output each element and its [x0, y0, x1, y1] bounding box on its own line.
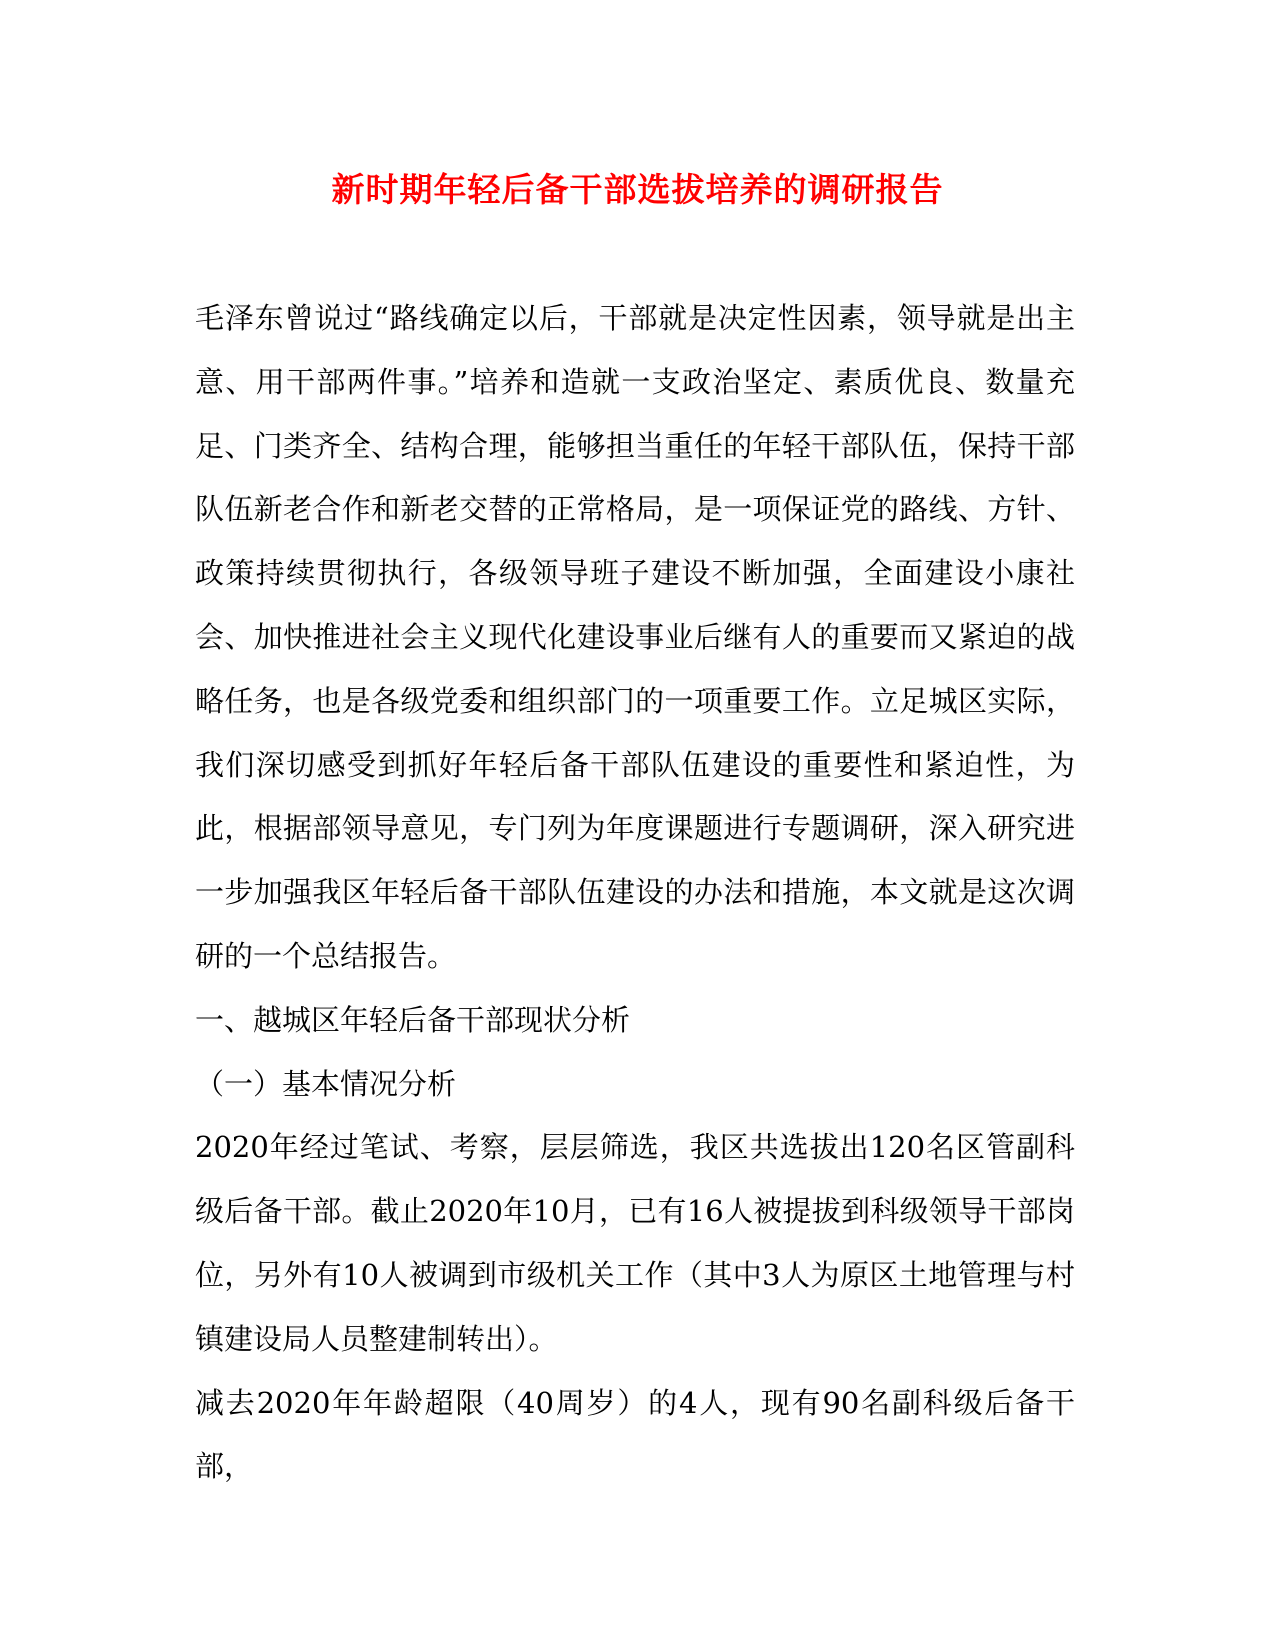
paragraph-intro: 毛泽东曾说过“路线确定以后，干部就是决定性因素，领导就是出主意、用干部两件事。”培养和造就一支政治坚定、素质优良、数量充足、门类齐全、结构合理，能够担当重任的年轻干部队伍，保持干部队伍新老合作和新老交替的正常格局，是一项保证党的路线、方针、政策持续贯彻执行，各级领导班子建设不断加强，全面建设小康社会、加快推进社会主义现代化建设事业后继有人的重要而又紧迫的战略任务，也是各级党委和组织部门的一项重要工作。立足城区实际，我们深切感受到抓好年轻后备干部队伍建设的重要性和紧迫性，为此，根据部领导意见，专门列为年度课题进行专题调研，深入研究进一步加强我区年轻后备干部队伍建设的办法和措施，本文就是这次调研的一个总结报告。 — [195, 301, 1075, 973]
subsection-heading: （一）基本情况分析 — [195, 1066, 457, 1101]
document-title: 新时期年轻后备干部选拔培养的调研报告 — [331, 170, 944, 209]
paragraph-current-count: 减去2020年年龄超限（40周岁）的4人，现有90名副科级后备干部， — [195, 1385, 1075, 1484]
section-heading: 一、越城区年轻后备干部现状分析 — [195, 1002, 631, 1037]
document-body — [195, 287, 1075, 1499]
paragraph-basic-situation: 2020年经过笔试、考察，层层筛选，我区共选拔出120名区管副科级后备干部。截止2020年10月，已有16人被提拔到科级领导干部岗位，另外有10人被调到市级机关工作（其中3人为原区土地管理与村镇建设局人员整建制转出）。 — [195, 1130, 1075, 1356]
